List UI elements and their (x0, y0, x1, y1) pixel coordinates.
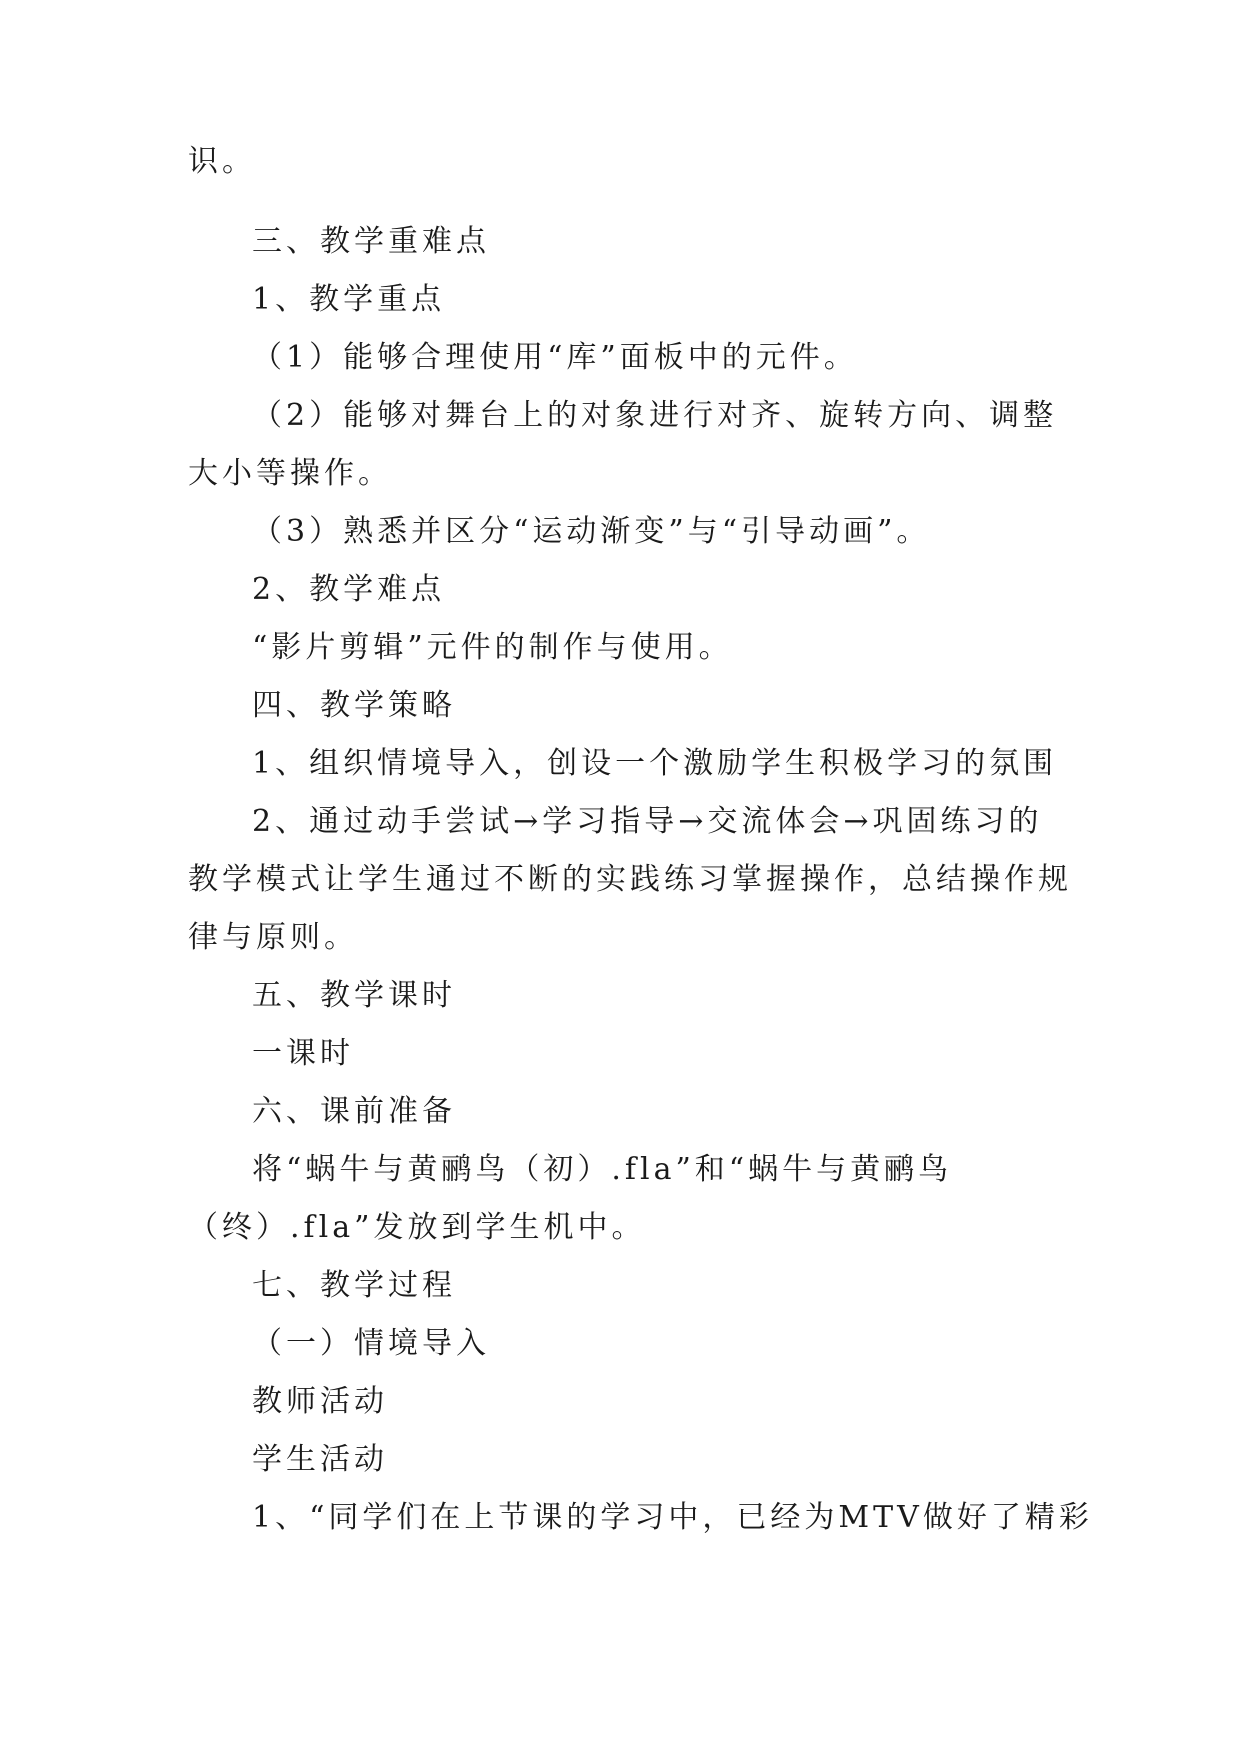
text-line: 学生活动 (252, 1442, 388, 1477)
text-line: （1）能够合理使用“库”面板中的元件。 (252, 340, 858, 375)
text-line: （终）.fla”发放到学生机中。 (188, 1210, 646, 1245)
subsection-heading: （一）情境导入 (252, 1326, 490, 1361)
text-line: 教学模式让学生通过不断的实践练习掌握操作，总结操作规 (188, 862, 1072, 897)
section-heading: 五、教学课时 (252, 978, 456, 1013)
section-heading: 四、教学策略 (252, 688, 456, 723)
text-line: 将“蜗牛与黄鹂鸟（初）.fla”和“蜗牛与黄鹂鸟 (252, 1152, 953, 1187)
text-line: 2、通过动手尝试→学习指导→交流体会→巩固练习的 (252, 804, 1043, 839)
text-line: 教师活动 (252, 1384, 388, 1419)
section-heading: 六、课前准备 (252, 1094, 456, 1129)
subsection-heading: 2、教学难点 (252, 572, 446, 607)
subsection-heading: 1、教学重点 (252, 282, 446, 317)
text-line: 一课时 (252, 1036, 354, 1071)
text-line: 1、“同学们在上节课的学习中，已经为MTV做好了精彩 (252, 1500, 1093, 1535)
text-line: 律与原则。 (188, 920, 358, 955)
section-heading: 七、教学过程 (252, 1268, 456, 1303)
text-line: （2）能够对舞台上的对象进行对齐、旋转方向、调整 (252, 398, 1058, 433)
text-line: “影片剪辑”元件的制作与使用。 (252, 630, 733, 665)
section-heading: 三、教学重难点 (252, 224, 490, 259)
text-line: 大小等操作。 (188, 456, 392, 491)
text-line: （3）熟悉并区分“运动渐变”与“引导动画”。 (252, 514, 931, 549)
text-line: 1、组织情境导入，创设一个激励学生积极学习的氛围 (252, 746, 1058, 781)
text-line: 识。 (188, 144, 256, 179)
